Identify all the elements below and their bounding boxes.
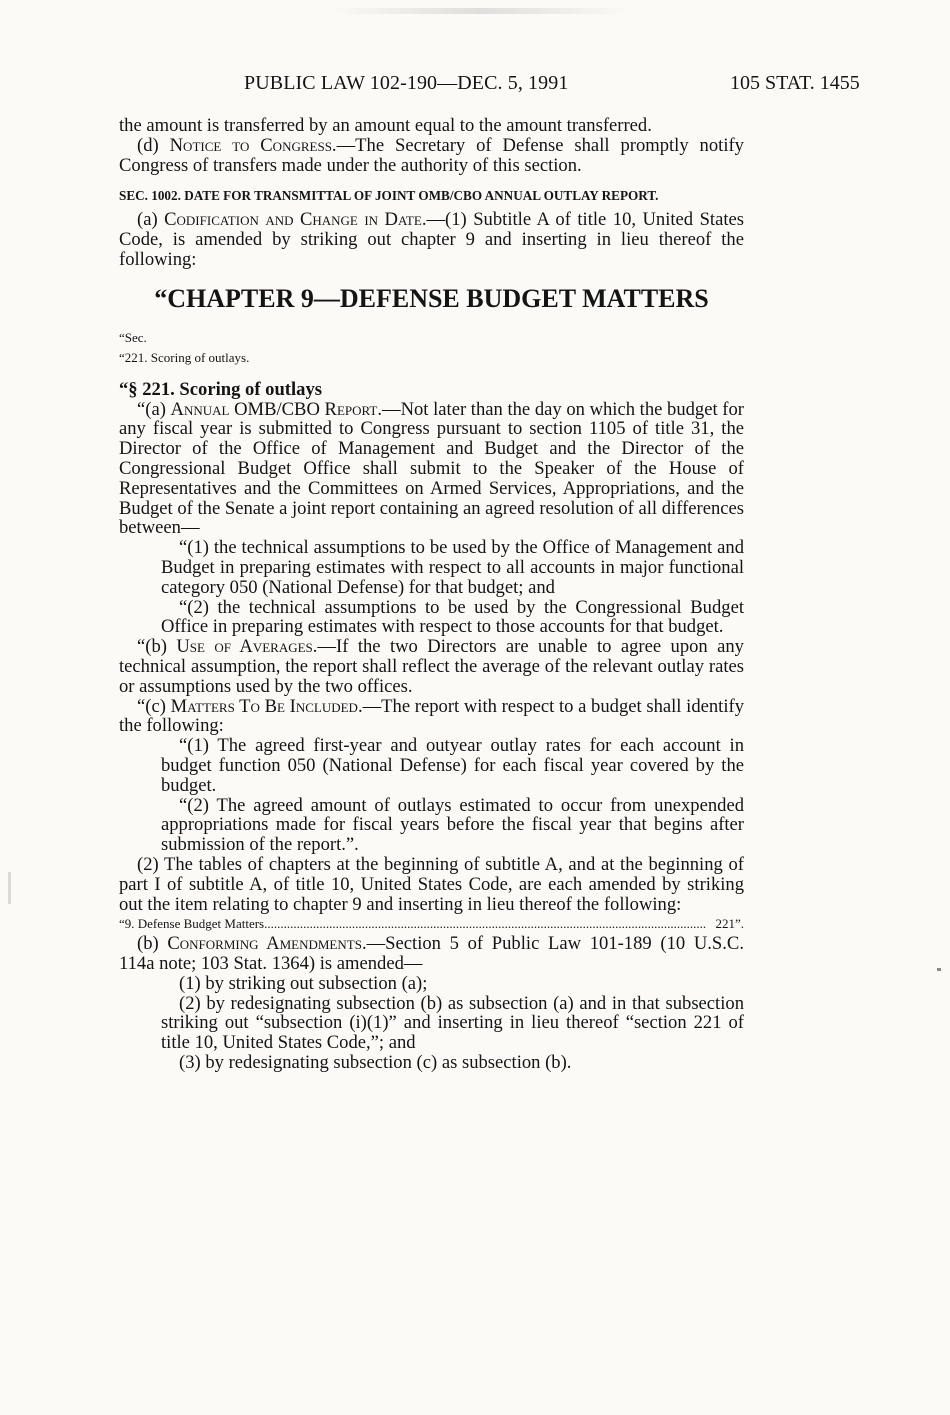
paragraph-label: (b) xyxy=(137,933,168,955)
paragraph-codification xyxy=(119,210,744,269)
paragraph-text: .—(1) Subtitle A of title 10, United States Code, is amended by striking out chapter 9 and inserting in lieu thereof the following: xyxy=(119,209,744,270)
paragraph-label: “(b) xyxy=(137,636,177,658)
chapter-title: “CHAPTER 9—DEFENSE BUDGET MATTERS xyxy=(154,283,709,313)
paragraph-text: .—The report with respect to a budget shall identify the following: xyxy=(119,695,745,737)
subsection-a-item-1: “(1) the technical assumptions to be used by the Office of Management and Budget in preparing estimates with respect to all accounts in major functional category 050 (National Defense) for that budget; and xyxy=(161,537,744,598)
subsection-c-item-2: “(2) The agreed amount of outlays estimated to occur from unexpended appropriations made for fiscal years before the fiscal year that begins after submission of the report.”. xyxy=(161,794,744,856)
subsection-c xyxy=(119,697,744,737)
paragraph-heading: Annual OMB/CBO Report xyxy=(170,398,378,420)
paragraph-label: “(a) xyxy=(137,398,171,420)
leader-page: 221”. xyxy=(715,916,744,932)
paragraph-label: (d) xyxy=(137,134,170,156)
paragraph-notice-to-congress xyxy=(119,136,744,176)
section-1002-heading: SEC. 1002. DATE FOR TRANSMITTAL OF JOINT OMB/CBO ANNUAL OUTLAY REPORT. xyxy=(119,188,659,204)
paragraph-heading: Codification and Change in Date xyxy=(164,209,422,231)
subsection-a-item-2: “(2) the technical assumptions to be used by the Congressional Budget Office in preparing estimates with respect to those accounts for that budget. xyxy=(161,596,744,638)
paragraph-heading: Conforming Amendments xyxy=(167,933,362,955)
document-body xyxy=(119,116,744,1073)
amendment-item-1: (1) by striking out subsection (a); xyxy=(179,972,428,994)
amendment-item-2: (2) by redesignating subsection (b) as subsection (a) and in that subsection striking out “subsection (i)(1)” and inserting in lieu thereof “section 221 of title 10, United States Code,”; and xyxy=(161,992,744,1054)
paragraph-text: .—Not later than the day on which the budget for any fiscal year is submitted to Congress pursuant to section 1105 of title 31, the Director of the Office of Management and Budget and the Director of the Congressional Budget Office shall submit to the Speaker of the House of Representatives and the Committees on Armed Services, Appropriations, and the Budget of the Senate a joint report containing an agreed resolution of all differences between— xyxy=(119,398,744,539)
leader-dots xyxy=(264,914,707,934)
toc-sec-label: “Sec. xyxy=(119,329,147,345)
section-221-title: “§ 221. Scoring of outlays xyxy=(119,378,322,400)
paragraph-conforming-amendments xyxy=(119,934,744,974)
subsection-c-item-1: “(1) The agreed first-year and outyear outlay rates for each account in budget function 050 (National Defense) for each fiscal year covered by the budget. xyxy=(161,735,744,796)
paragraph-continuation: the amount is transferred by an amount equal to the amount transferred. xyxy=(119,115,652,136)
paragraph-label: (a) xyxy=(137,209,165,231)
subsection-a xyxy=(119,400,744,539)
paragraph-heading: Matters To Be Included xyxy=(170,695,358,717)
paragraph-text: .—If the two Directors are unable to agree upon any technical assumption, the report shall reflect the average of the relevant outlay rates or assumptions used by the two offices. xyxy=(119,636,744,697)
toc-leader-line xyxy=(119,914,744,934)
page-header-title: PUBLIC LAW 102-190—DEC. 5, 1991 xyxy=(244,72,569,94)
scan-margin-mark xyxy=(8,872,11,904)
paragraph-tables-of-chapters: (2) The tables of chapters at the beginning of subtitle A, and at the beginning of part I of subtitle A, of title 10, United States Code, are each amended by striking out the item relating to chapter 9 and inserting in lieu thereof the following: xyxy=(119,853,744,915)
amendment-item-3: (3) by redesignating subsection (c) as subsection (b). xyxy=(179,1052,572,1074)
leader-text: “9. Defense Budget Matters xyxy=(119,916,265,932)
toc-item: “221. Scoring of outlays. xyxy=(119,349,250,365)
paragraph-label: “(c) xyxy=(137,695,171,717)
paragraph-heading: Notice to Congress xyxy=(169,134,332,156)
scan-dot-mark xyxy=(937,968,941,971)
scan-bleed-mark xyxy=(330,8,630,14)
paragraph-heading: Use of Averages xyxy=(176,636,313,658)
paragraph-text: .—The Secretary of Defense shall promptly notify Congress of transfers made under the authority of this section. xyxy=(119,134,744,176)
subsection-b xyxy=(119,637,744,696)
page-header-stat: 105 STAT. 1455 xyxy=(730,72,860,94)
paragraph-text: .—Section 5 of Public Law 101-189 (10 U.S.C. 114a note; 103 Stat. 1364) is amended— xyxy=(119,933,744,975)
